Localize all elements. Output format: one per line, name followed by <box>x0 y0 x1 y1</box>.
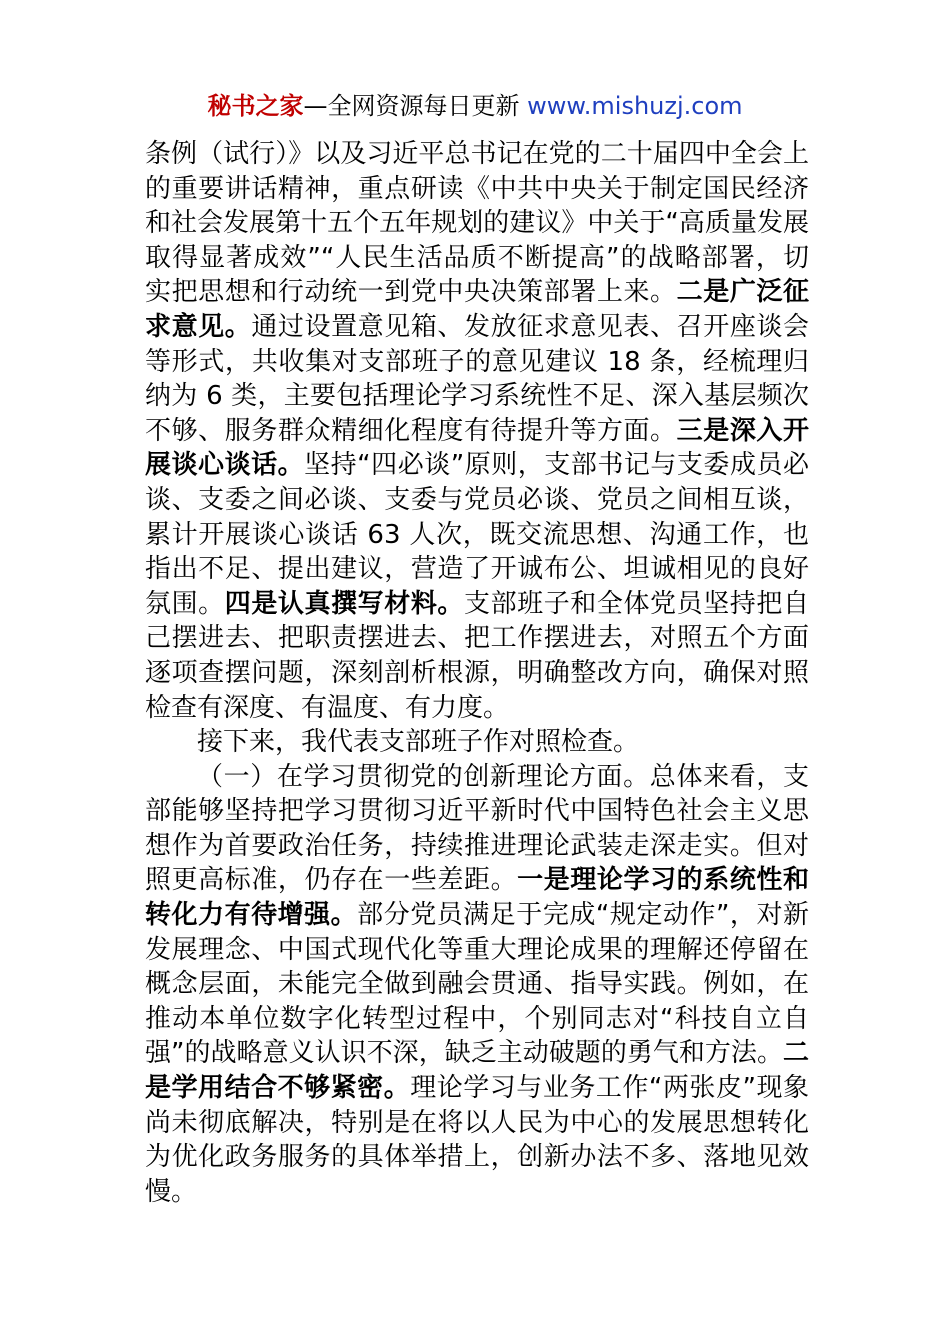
document-body <box>145 137 809 1209</box>
paragraph-3 <box>145 760 809 1210</box>
paragraph-1 <box>145 137 809 725</box>
text-segment: 坚持“四必谈”原则，支部书记与支委成员必谈、支委之间必谈、支委与党员必谈、党员之间相互谈，累计开展谈心谈话 63 人次，既交流思想、沟通工作，也指出不足、提出建议，营造了开诚布公、坦诚相见的良好氛围。 <box>145 450 809 619</box>
page-header <box>0 90 950 122</box>
text-segment: 通过设置意见箱、发放征求意见表、召开座谈会等形式，共收集对支部班子的意见建议 18 条，经梳理归纳为 6 类，主要包括理论学习系统性不足、深入基层频次不够、服务群众精细化程度有待提升等方面。 <box>145 311 809 446</box>
bold-heading: 一是理论学习的系统性和转化力有待增强。 <box>145 865 809 931</box>
text-segment: （一）在学习贯彻党的创新理论方面。总体来看，支部能够坚持把学习贯彻习近平新时代中国特色社会主义思想作为首要政治任务，持续推进理论武装走深走实。但对照更高标准，仍存在一些差距。 <box>145 761 809 896</box>
text-segment: 部分党员满足于完成“规定动作”，对新发展理念、中国式现代化等重大理论成果的理解还停留在概念层面，未能完全做到融会贯通、指导实践。例如，在推动本单位数字化转型过程中，个别同志对“科技自立自强”的战略意义认识不深，缺乏主动破题的勇气和方法。 <box>145 900 809 1069</box>
text-segment: 接下来，我代表支部班子作对照检查。 <box>197 727 640 758</box>
bold-heading: 二是学用结合不够紧密。 <box>145 1038 809 1104</box>
text-segment: 理论学习与业务工作“两张皮”现象尚未彻底解决，特别是在将以人民为中心的发展思想转化为优化政务服务的具体举措上，创新办法不多、落地见效慢。 <box>145 1073 809 1207</box>
text-segment: 支部班子和全体党员坚持把自己摆进去、把职责摆进去、把工作摆进去，对照五个方面逐项查摆问题，深刻剖析根源，明确整改方向，确保对照检查有深度、有温度、有力度。 <box>145 588 809 723</box>
header-url-link[interactable]: www.mishuzj.com <box>527 92 743 120</box>
header-tagline: —全网资源每日更新 <box>303 92 520 120</box>
bold-heading: 三是深入开展谈心谈话。 <box>145 415 809 481</box>
header-brand: 秘书之家 <box>207 92 304 120</box>
bold-heading: 四是认真撰写材料。 <box>224 588 464 619</box>
paragraph-2 <box>145 725 809 760</box>
text-segment: 条例（试行）》以及习近平总书记在党的二十届四中全会上的重要讲话精神，重点研读《中共中央关于制定国民经济和社会发展第十五个五年规划的建议》中关于“高质量发展取得显著成效”“人民生活品质不断提高”的战略部署，切实把思想和行动统一到党中央决策部署上来。 <box>145 139 809 308</box>
bold-heading: 二是广泛征求意见。 <box>145 277 809 342</box>
